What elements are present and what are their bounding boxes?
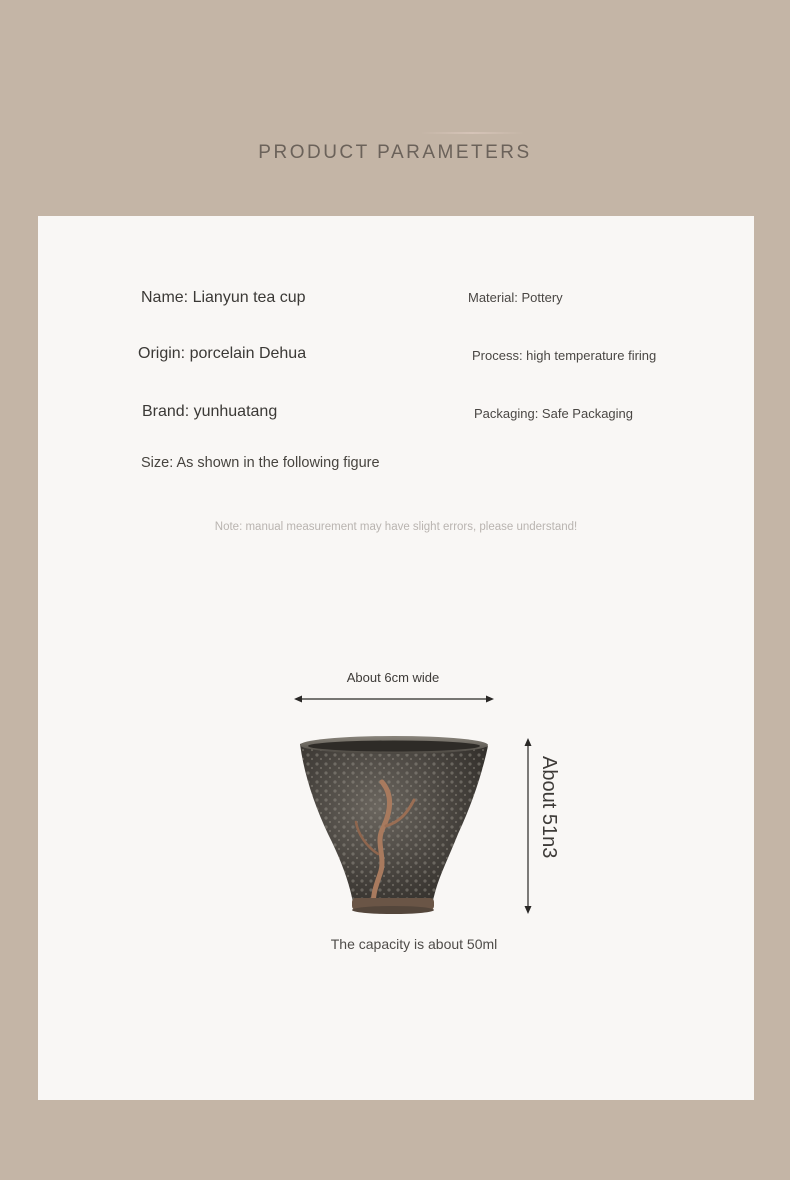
height-label: About 51n3 bbox=[538, 756, 560, 859]
param-packaging: Packaging: Safe Packaging bbox=[474, 406, 633, 421]
measurement-note: Note: manual measurement may have slight errors, please understand! bbox=[214, 521, 578, 533]
param-size: Size: As shown in the following figure bbox=[141, 455, 380, 471]
param-origin: Origin: porcelain Dehua bbox=[138, 345, 307, 362]
param-material: Material: Pottery bbox=[468, 290, 563, 305]
width-arrow bbox=[294, 692, 494, 706]
param-name: Name: Lianyun tea cup bbox=[141, 289, 306, 306]
width-label: About 6cm wide bbox=[346, 670, 440, 685]
param-brand: Brand: yunhuatang bbox=[142, 403, 278, 420]
parameters-card bbox=[38, 216, 754, 1100]
height-arrow bbox=[521, 738, 535, 914]
header-decoration bbox=[420, 132, 524, 134]
capacity-label: The capacity is about 50ml bbox=[330, 936, 498, 952]
tea-cup-image bbox=[296, 734, 492, 916]
page-title: PRODUCT PARAMETERS bbox=[258, 142, 532, 163]
param-process: Process: high temperature firing bbox=[472, 348, 657, 363]
